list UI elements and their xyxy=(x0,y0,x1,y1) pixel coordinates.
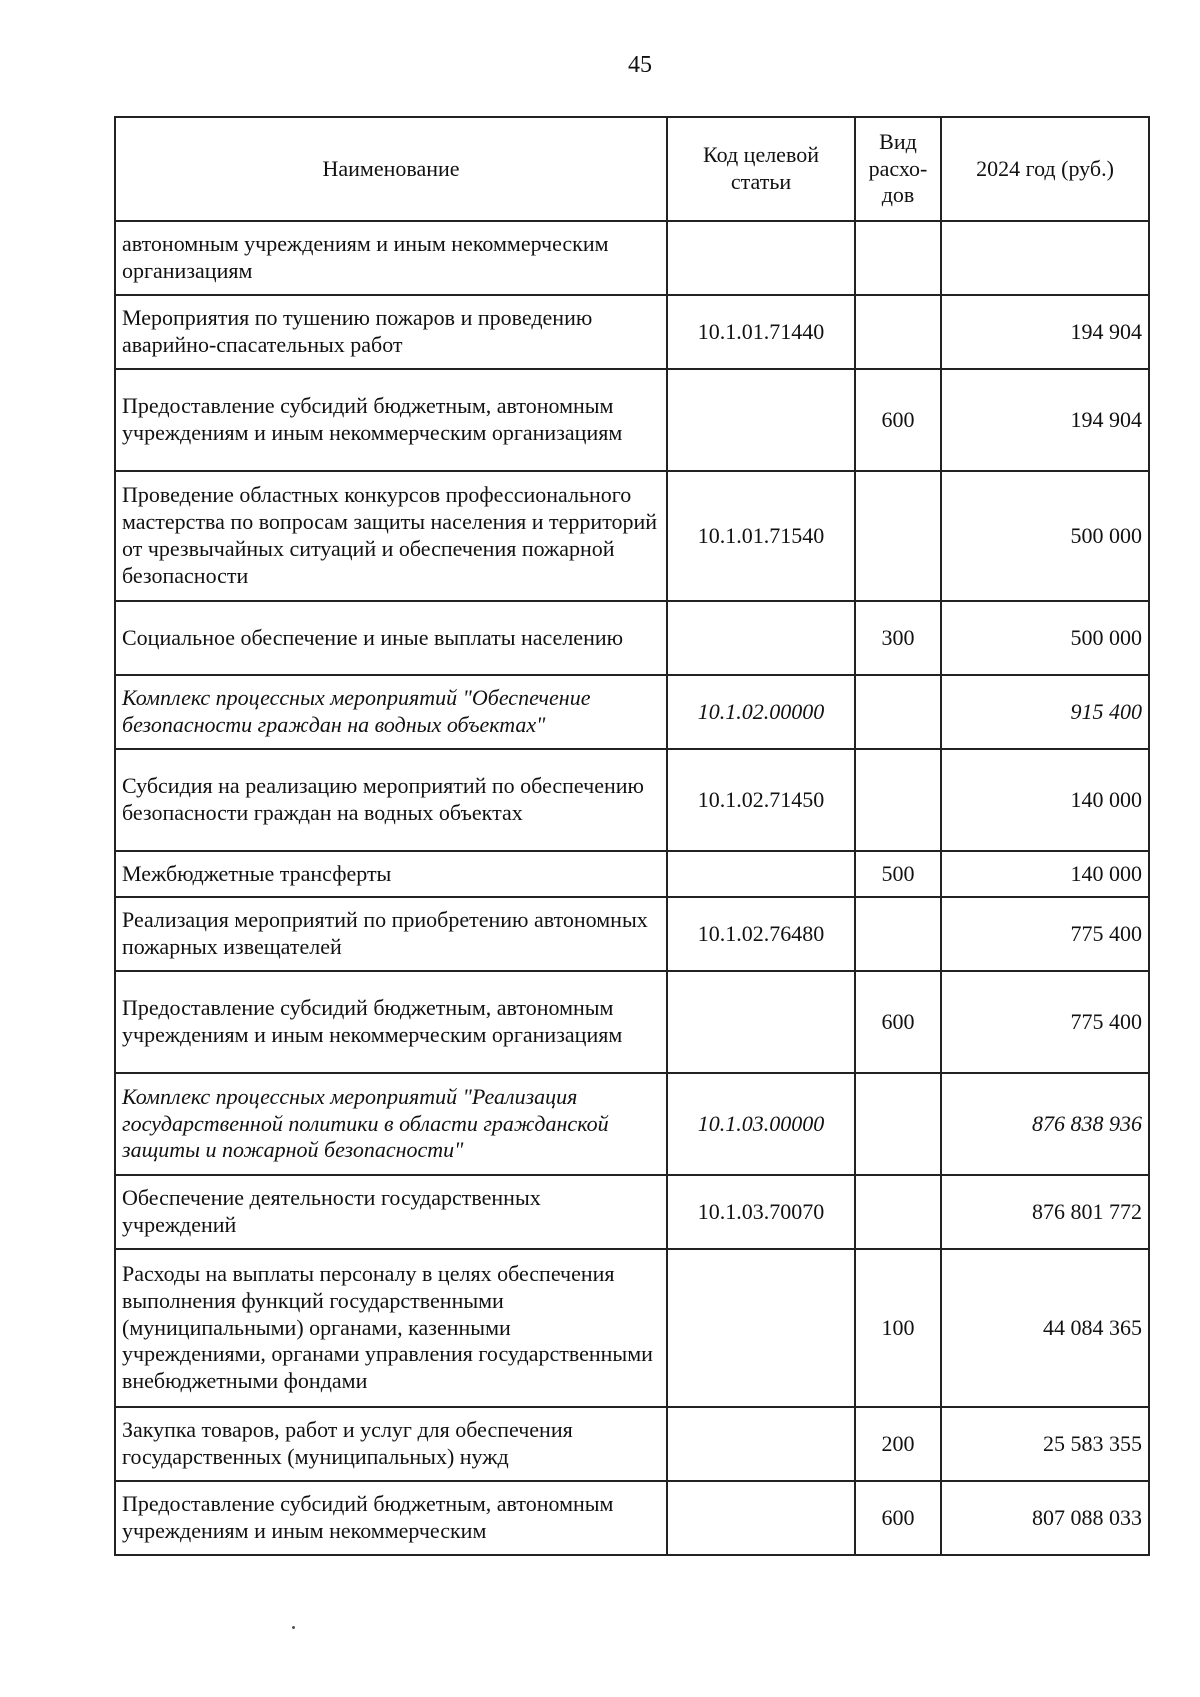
cell-name: Предоставление субсидий бюджетным, автономным учреждениям и иным некоммерческим организациям xyxy=(115,971,667,1073)
cell-amount: 876 801 772 xyxy=(941,1175,1149,1249)
cell-kind xyxy=(855,1073,941,1175)
cell-name: автономным учреждениям и иным некоммерческим организациям xyxy=(115,221,667,295)
cell-kind xyxy=(855,1175,941,1249)
table-row xyxy=(115,1175,1149,1249)
cell-kind: 500 xyxy=(855,851,941,897)
table-row xyxy=(115,471,1149,601)
cell-name: Реализация мероприятий по приобретению автономных пожарных извещателей xyxy=(115,897,667,971)
cell-kind: 600 xyxy=(855,1481,941,1555)
header-code: Код целевой статьи xyxy=(667,117,855,221)
cell-name: Предоставление субсидий бюджетным, автономным учреждениям и иным некоммерческим xyxy=(115,1481,667,1555)
table-body xyxy=(115,221,1149,1555)
table-row xyxy=(115,675,1149,749)
cell-code: 10.1.01.71440 xyxy=(667,295,855,369)
cell-amount: 876 838 936 xyxy=(941,1073,1149,1175)
cell-kind xyxy=(855,295,941,369)
cell-amount: 500 000 xyxy=(941,471,1149,601)
cell-code: 10.1.02.00000 xyxy=(667,675,855,749)
cell-code xyxy=(667,1249,855,1407)
table-row xyxy=(115,851,1149,897)
cell-kind xyxy=(855,749,941,851)
cell-amount: 775 400 xyxy=(941,971,1149,1073)
cell-name: Субсидия на реализацию мероприятий по обеспечению безопасности граждан на водных объектах xyxy=(115,749,667,851)
cell-code xyxy=(667,851,855,897)
table-row xyxy=(115,295,1149,369)
cell-kind xyxy=(855,675,941,749)
table-row xyxy=(115,897,1149,971)
scan-speck xyxy=(292,1626,295,1629)
cell-amount: 807 088 033 xyxy=(941,1481,1149,1555)
cell-amount: 194 904 xyxy=(941,369,1149,471)
cell-code: 10.1.03.70070 xyxy=(667,1175,855,1249)
page-number: 45 xyxy=(628,52,652,78)
cell-code xyxy=(667,1407,855,1481)
cell-code: 10.1.03.00000 xyxy=(667,1073,855,1175)
cell-kind xyxy=(855,221,941,295)
cell-amount: 915 400 xyxy=(941,675,1149,749)
cell-code: 10.1.02.76480 xyxy=(667,897,855,971)
header-kind: Вид расхо-дов xyxy=(855,117,941,221)
table-row xyxy=(115,221,1149,295)
table-row xyxy=(115,971,1149,1073)
cell-name: Расходы на выплаты персоналу в целях обеспечения выполнения функций государственными (муниципальными) органами, казенными учреждениями, органами управления государственными внебюджетными фондами xyxy=(115,1249,667,1407)
table-row xyxy=(115,1249,1149,1407)
cell-kind: 600 xyxy=(855,369,941,471)
table-header-row xyxy=(115,117,1149,221)
cell-name: Комплекс процессных мероприятий "Обеспечение безопасности граждан на водных объектах" xyxy=(115,675,667,749)
cell-amount: 500 000 xyxy=(941,601,1149,675)
cell-amount: 140 000 xyxy=(941,851,1149,897)
cell-name: Комплекс процессных мероприятий "Реализация государственной политики в области гражданской защиты и пожарной безопасности" xyxy=(115,1073,667,1175)
cell-name: Мероприятия по тушению пожаров и проведению аварийно-спасательных работ xyxy=(115,295,667,369)
header-name: Наименование xyxy=(115,117,667,221)
table-row xyxy=(115,749,1149,851)
cell-amount: 194 904 xyxy=(941,295,1149,369)
cell-name: Закупка товаров, работ и услуг для обеспечения государственных (муниципальных) нужд xyxy=(115,1407,667,1481)
cell-kind: 600 xyxy=(855,971,941,1073)
cell-kind: 200 xyxy=(855,1407,941,1481)
cell-code xyxy=(667,971,855,1073)
cell-amount: 775 400 xyxy=(941,897,1149,971)
cell-code: 10.1.02.71450 xyxy=(667,749,855,851)
table-row xyxy=(115,1481,1149,1555)
cell-code xyxy=(667,221,855,295)
table-row xyxy=(115,369,1149,471)
cell-code: 10.1.01.71540 xyxy=(667,471,855,601)
header-amount: 2024 год (руб.) xyxy=(941,117,1149,221)
cell-kind: 100 xyxy=(855,1249,941,1407)
budget-table xyxy=(114,116,1150,1556)
cell-kind xyxy=(855,471,941,601)
cell-amount: 44 084 365 xyxy=(941,1249,1149,1407)
cell-kind xyxy=(855,897,941,971)
table-row xyxy=(115,601,1149,675)
cell-amount: 140 000 xyxy=(941,749,1149,851)
table-row xyxy=(115,1073,1149,1175)
table-row xyxy=(115,1407,1149,1481)
cell-name: Социальное обеспечение и иные выплаты населению xyxy=(115,601,667,675)
cell-name: Обеспечение деятельности государственных учреждений xyxy=(115,1175,667,1249)
cell-code xyxy=(667,369,855,471)
cell-name: Предоставление субсидий бюджетным, автономным учреждениям и иным некоммерческим организациям xyxy=(115,369,667,471)
cell-name: Межбюджетные трансферты xyxy=(115,851,667,897)
cell-amount xyxy=(941,221,1149,295)
cell-name: Проведение областных конкурсов профессионального мастерства по вопросам защиты населения и территорий от чрезвычайных ситуаций и обеспечения пожарной безопасности xyxy=(115,471,667,601)
cell-amount: 25 583 355 xyxy=(941,1407,1149,1481)
cell-code xyxy=(667,1481,855,1555)
cell-code xyxy=(667,601,855,675)
cell-kind: 300 xyxy=(855,601,941,675)
